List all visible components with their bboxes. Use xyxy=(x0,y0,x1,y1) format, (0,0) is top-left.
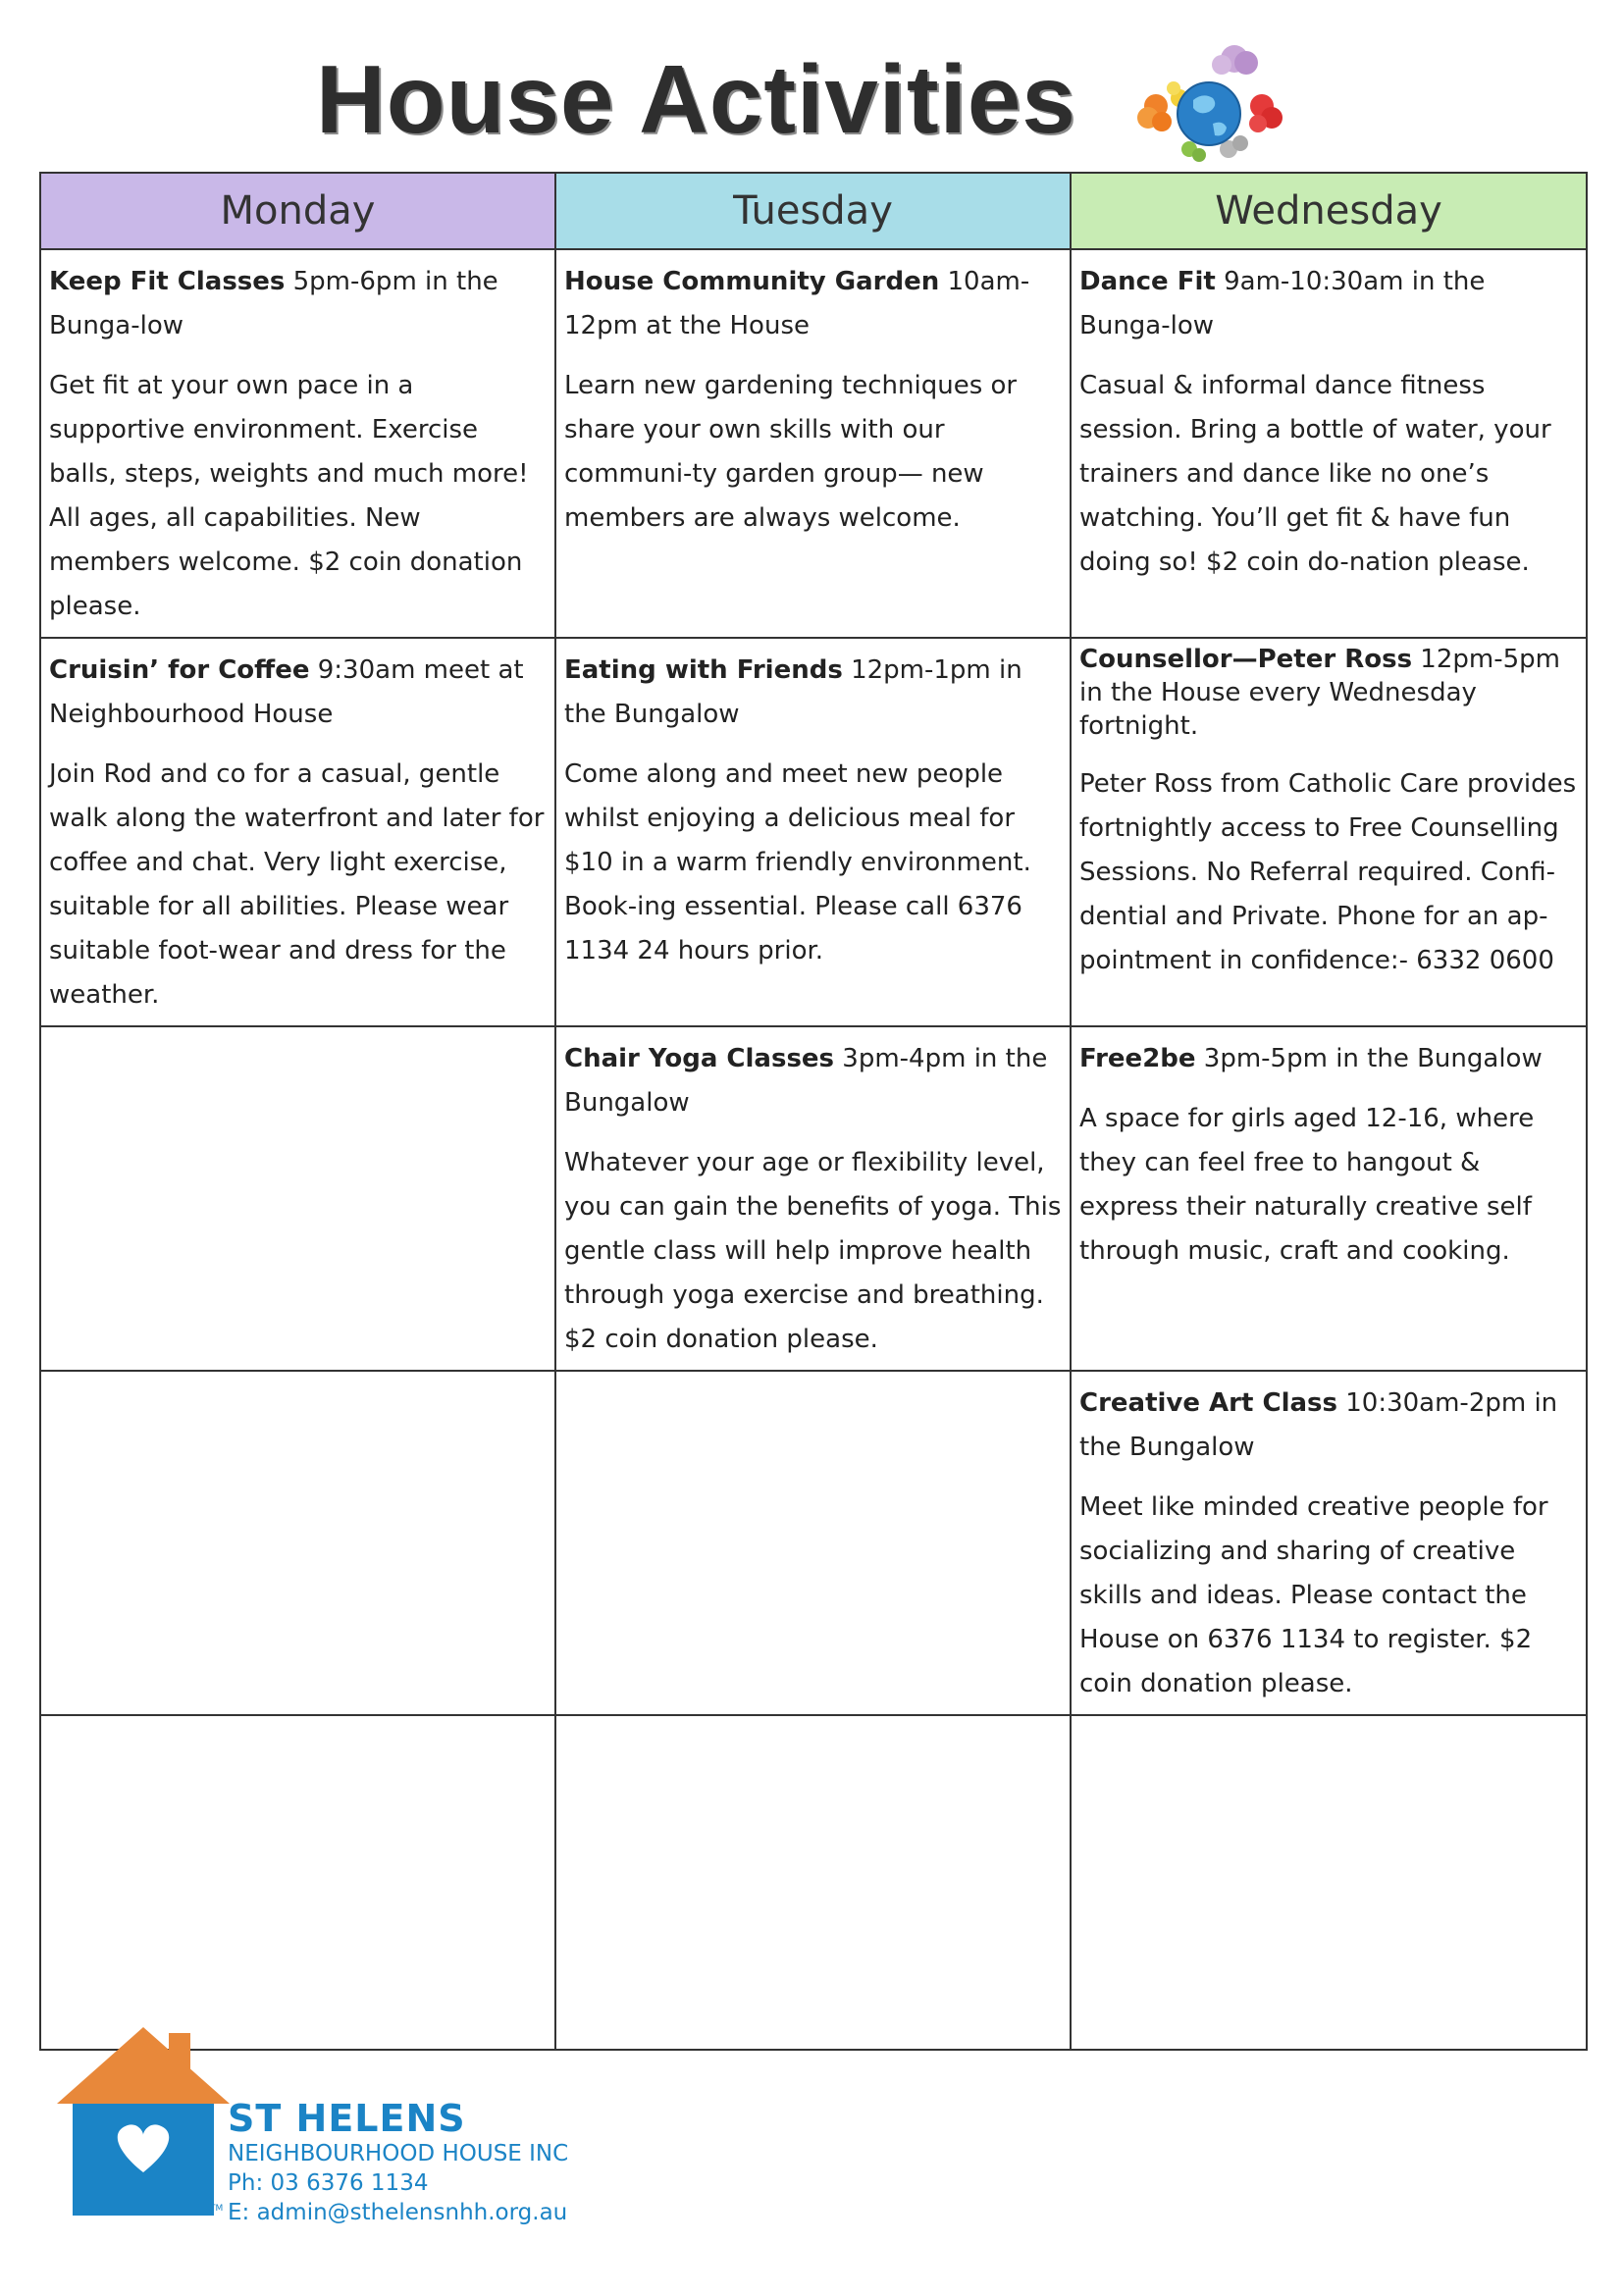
cell-tuesday-row2 xyxy=(555,638,1071,1026)
activity-time: 12pm-5pm in the House every Wednesday fortnight. xyxy=(1079,645,1560,741)
org-name: ST HELENS xyxy=(228,2097,466,2140)
page-title: House Activities xyxy=(316,45,1076,153)
activity-name: House Community Garden xyxy=(564,267,940,296)
cell-tuesday-row1 xyxy=(555,249,1071,638)
house-heart-logo-icon xyxy=(55,2025,232,2221)
header-tuesday: Tuesday xyxy=(555,173,1071,249)
cell-wednesday-row5 xyxy=(1071,1715,1587,2050)
activity-description: Casual & informal dance fitness session. Bring a bottle of water, your trainers and dance like no one’s watching. You’ll get fit & have fun doing so! $2 coin do-nation please. xyxy=(1079,371,1551,577)
activity-name: Cruisin’ for Coffee xyxy=(49,655,310,685)
activity-description: Peter Ross from Catholic Care provides fortnightly access to Free Counselling Sessions. No Referral required. Confi-dential and Private. Phone for an ap-pointment in confidence:- 6332 0600 xyxy=(1079,769,1577,975)
cell-monday-row1 xyxy=(40,249,555,638)
activity-description: Whatever your age or flexibility level, you can gain the benefits of yoga. This gentle class will help improve health through yoga exercise and breathing. $2 coin donation please. xyxy=(564,1148,1062,1354)
cell-monday-row3 xyxy=(40,1026,555,1371)
activities-table xyxy=(39,172,1588,2051)
org-subtitle: NEIGHBOURHOOD HOUSE INC xyxy=(228,2141,569,2166)
header-monday: Monday xyxy=(40,173,555,249)
header-wednesday: Wednesday xyxy=(1071,173,1587,249)
cell-tuesday-row4 xyxy=(555,1371,1071,1715)
activity-time: 5pm-6pm in the Bunga-low xyxy=(49,267,498,340)
trademark-mark: TM xyxy=(210,2204,224,2214)
activity-name: Eating with Friends xyxy=(564,655,843,685)
activity-time: 12pm-1pm in the Bungalow xyxy=(564,655,1022,729)
activity-description: A space for girls aged 12-16, where they can feel free to hangout & express their naturally creative self through music, craft and cooking. xyxy=(1079,1104,1535,1266)
cell-monday-row5 xyxy=(40,1715,555,2050)
activity-name: Creative Art Class xyxy=(1079,1388,1337,1418)
cell-tuesday-row3 xyxy=(555,1026,1071,1371)
cell-monday-row2 xyxy=(40,638,555,1026)
org-email: E: admin@sthelensnhh.org.au xyxy=(228,2200,568,2225)
org-phone: Ph: 03 6376 1134 xyxy=(228,2170,429,2196)
activity-time: 10:30am-2pm in the Bungalow xyxy=(1079,1388,1558,1462)
activity-description: Learn new gardening techniques or share your own skills with our communi-ty garden group— new members are always welcome. xyxy=(564,371,1018,533)
activity-time: 9am-10:30am in the Bunga-low xyxy=(1079,267,1486,340)
organisation-info xyxy=(228,2098,568,2227)
activity-description: Meet like minded creative people for socializing and sharing of creative skills and ideas. Please contact the House on 6376 1134 to register. $2 coin donation please. xyxy=(1079,1492,1548,1698)
cell-wednesday-row1 xyxy=(1071,249,1587,638)
activity-time: 3pm-4pm in the Bungalow xyxy=(564,1044,1048,1118)
cell-monday-row4 xyxy=(40,1371,555,1715)
activity-description: Join Rod and co for a casual, gentle walk along the waterfront and later for coffee and chat. Very light exercise, suitable for all abilities. Please wear suitable foot-wear and dress for the weather. xyxy=(49,759,545,1010)
activity-name: Free2be xyxy=(1079,1044,1196,1073)
activity-time: 3pm-5pm in the Bungalow xyxy=(1195,1044,1543,1073)
activity-name: Keep Fit Classes xyxy=(49,267,286,296)
cell-wednesday-row3 xyxy=(1071,1026,1587,1371)
activity-name: Dance Fit xyxy=(1079,267,1216,296)
activity-name: Chair Yoga Classes xyxy=(564,1044,835,1073)
activity-description: Come along and meet new people whilst enjoying a delicious meal for $10 in a warm friendly environment. Book-ing essential. Please call 6376 1134 24 hours prior. xyxy=(564,759,1031,965)
globe-flowers-icon xyxy=(1119,39,1295,167)
activity-time: 10am-12pm at the House xyxy=(564,267,1030,340)
activity-time: 9:30am meet at Neighbourhood House xyxy=(49,655,524,729)
activity-description: Get fit at your own pace in a supportive environment. Exercise balls, steps, weights and much more! All ages, all capabilities. New members welcome. $2 coin donation please. xyxy=(49,371,529,621)
cell-tuesday-row5 xyxy=(555,1715,1071,2050)
cell-wednesday-row4 xyxy=(1071,1371,1587,1715)
activity-name: Counsellor—Peter Ross xyxy=(1079,645,1413,674)
cell-wednesday-row2 xyxy=(1071,638,1587,1026)
